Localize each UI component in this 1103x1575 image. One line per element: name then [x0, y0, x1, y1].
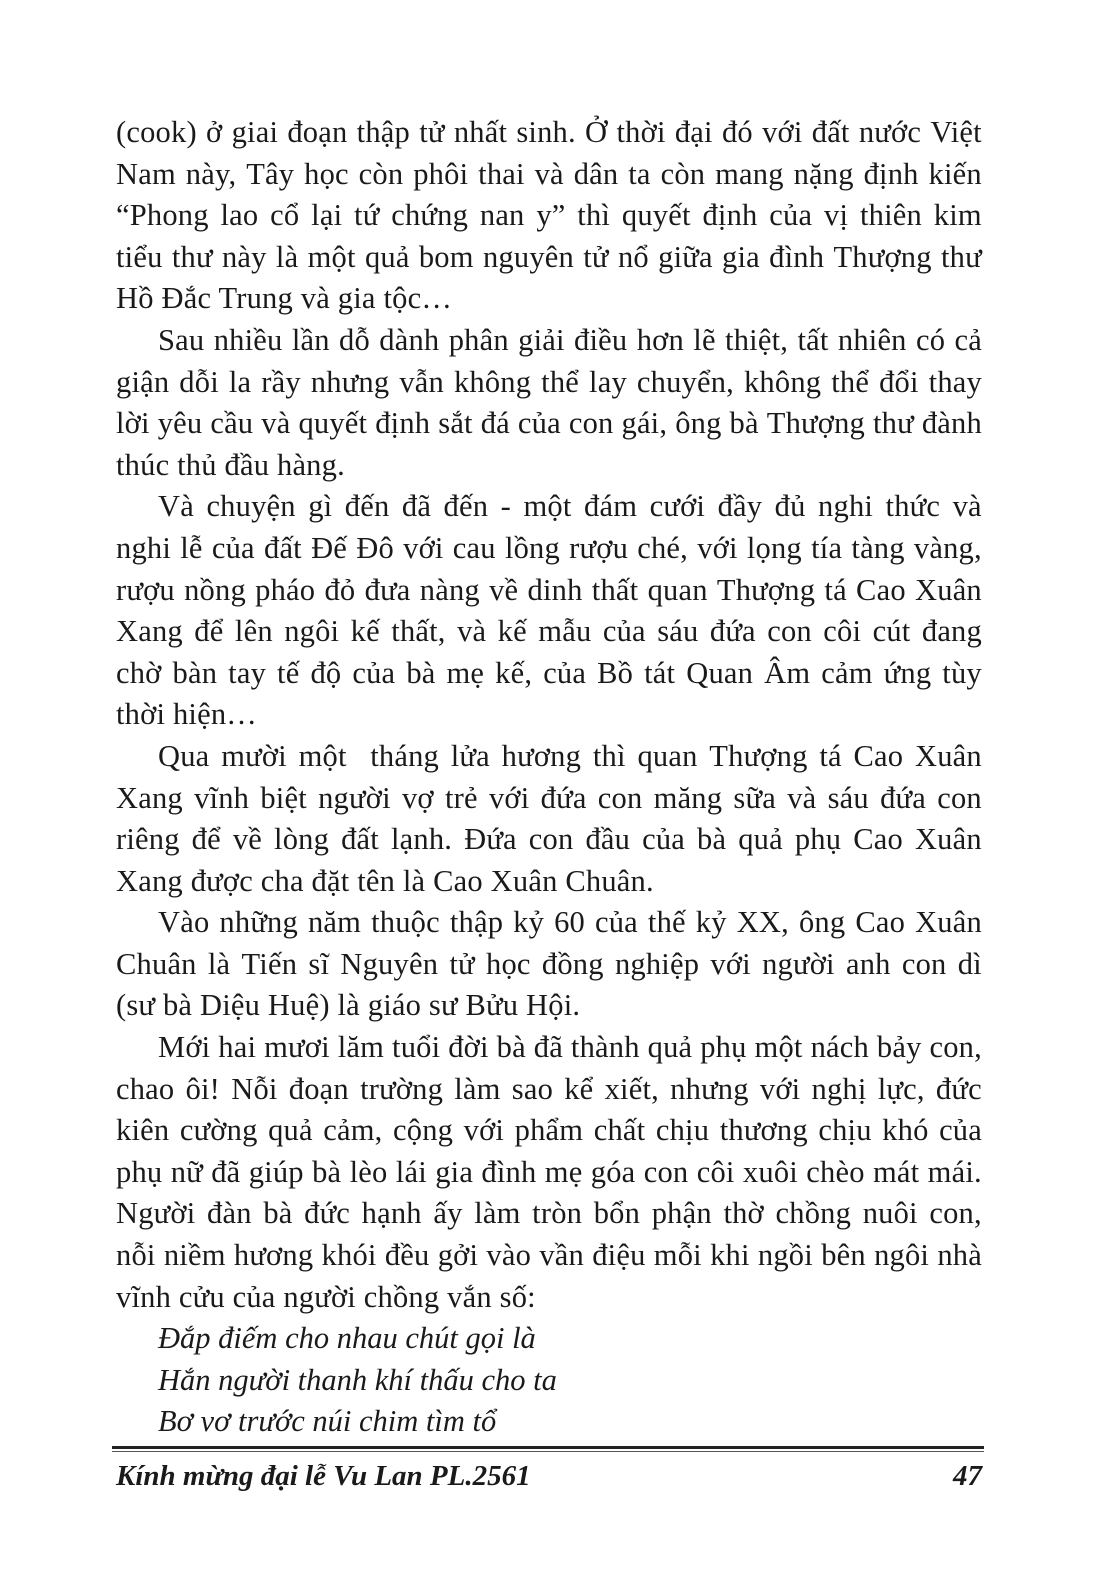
text-line: thời hiện…	[116, 697, 257, 732]
text-line: (cook) ở giai đoạn thập tử nhất sinh. Ở thời đại đó với đất nước Việt	[116, 115, 982, 149]
text-line: Chuân là Tiến sĩ Nguyên tử học đồng nghiệp với người anh con dì	[116, 946, 982, 981]
text-line: thúc thủ đầu hàng.	[116, 447, 345, 482]
text-line: Mới hai mươi lăm tuổi đời bà đã thành quả phụ một nách bảy con,	[158, 1030, 982, 1065]
text-line: (sư bà Diệu Huệ) là giáo sư Bửu Hội.	[116, 988, 581, 1023]
text-line: tiểu thư này là một quả bom nguyên tử nổ giữa gia đình Thượng thư	[116, 239, 982, 274]
text-line: giận dỗi la rầy nhưng vẫn không thể lay chuyển, không thể đổi thay	[116, 364, 982, 399]
text-line: lời yêu cầu và quyết định sắt đá của con gái, ông bà Thượng thư đành	[116, 406, 982, 441]
text-line: Vào những năm thuộc thập kỷ 60 của thế kỷ XX, ông Cao Xuân	[158, 905, 982, 940]
text-line: nghi lễ của đất Đế Đô với cau lồng rượu ché, với lọng tía tàng vàng,	[116, 530, 982, 565]
page-body	[116, 112, 982, 1443]
text-line: Hồ Đắc Trung và gia tộc…	[116, 281, 453, 316]
text-line: chờ bàn tay tế độ của bà mẹ kế, của Bồ tát Quan Âm cảm ứng tùy	[116, 655, 982, 690]
verse-line: Đắp điếm cho nhau chút gọi là	[158, 1321, 536, 1356]
text-line: nỗi niềm hương khói đều gởi vào vần điệu mỗi khi ngồi bên ngôi nhà	[116, 1238, 982, 1273]
text-line: Sau nhiều lần dỗ dành phân giải điều hơn lẽ thiệt, tất nhiên có cả	[158, 322, 982, 357]
text-line: Qua mười một tháng lửa hương thì quan Thượng tá Cao Xuân	[158, 738, 982, 773]
page-footer	[116, 1458, 982, 1494]
text-line: Và chuyện gì đến đã đến - một đám cưới đầy đủ nghi thức và	[158, 489, 982, 524]
verse-line: Hắn người thanh khí thấu cho ta	[158, 1362, 557, 1397]
text-line: Xang vĩnh biệt người vợ trẻ với đứa con măng sữa và sáu đứa con	[116, 780, 982, 815]
footer-title: Kính mừng đại lễ Vu Lan PL.2561	[116, 1460, 531, 1492]
text-line: chao ôi! Nỗi đoạn trường làm sao kể xiết, nhưng với nghị lực, đức	[116, 1071, 982, 1106]
text-line: phụ nữ đã giúp bà lèo lái gia đình mẹ góa con côi xuôi chèo mát mái.	[116, 1154, 982, 1189]
text-line: riêng để về lòng đất lạnh. Đứa con đầu của bà quả phụ Cao Xuân	[116, 822, 982, 857]
page-number: 47	[953, 1460, 982, 1492]
text-line: Xang để lên ngôi kế thất, và kế mẫu của sáu đứa con côi cút đang	[116, 614, 982, 649]
text-line: vĩnh cửu của người chồng vắn số:	[116, 1279, 536, 1314]
text-line: “Phong lao cổ lại tứ chứng nan y” thì quyết định của vị thiên kim	[116, 198, 982, 233]
text-line: Xang được cha đặt tên là Cao Xuân Chuân.	[116, 863, 654, 898]
verse-line: Bơ vơ trước núi chim tìm tổ	[158, 1404, 497, 1439]
text-line: rượu nồng pháo đỏ đưa nàng về dinh thất quan Thượng tá Cao Xuân	[116, 572, 982, 607]
text-line: Nam này, Tây học còn phôi thai và dân ta còn mang nặng định kiến	[116, 156, 982, 191]
footer-divider	[112, 1446, 984, 1449]
text-line: kiên cường quả cảm, cộng với phẩm chất chịu thương chịu khó của	[116, 1113, 982, 1148]
text-line: Người đàn bà đức hạnh ấy làm tròn bổn phận thờ chồng nuôi con,	[116, 1196, 982, 1231]
footer-divider-thin	[112, 1451, 984, 1452]
